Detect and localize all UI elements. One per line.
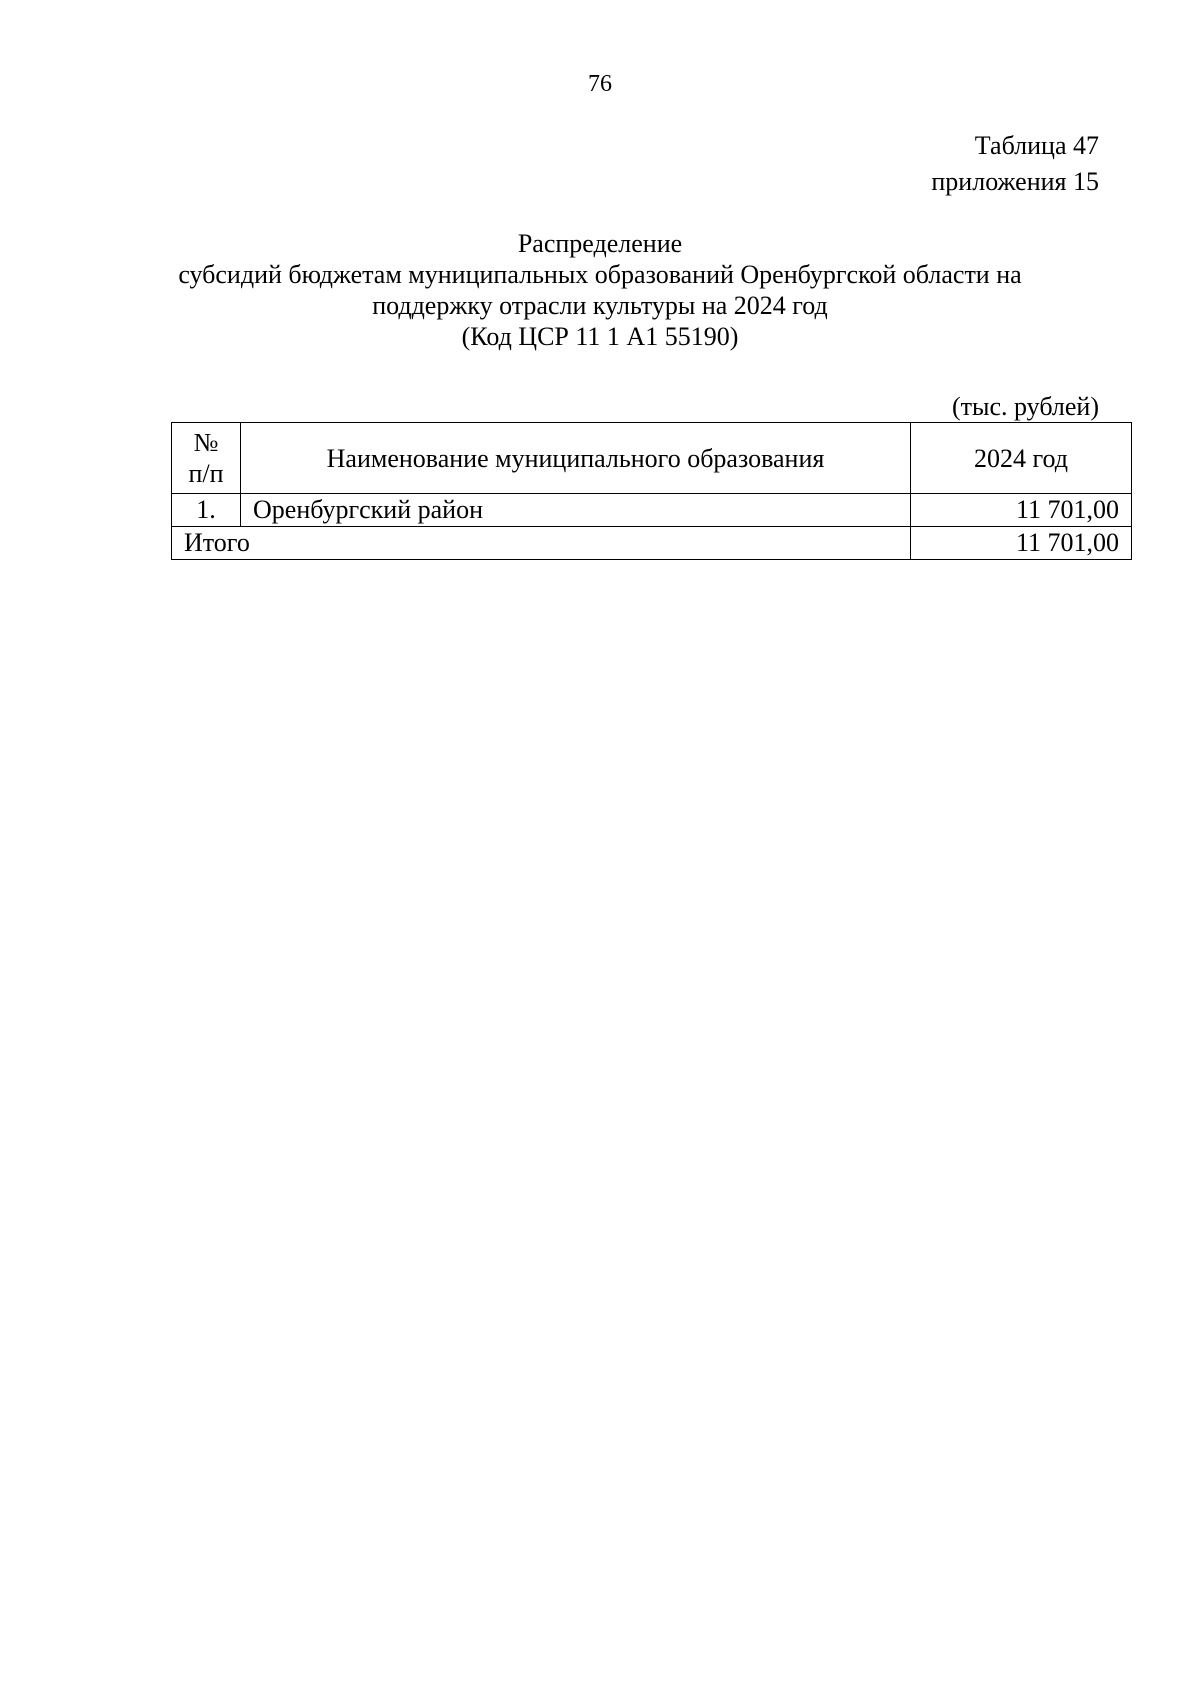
total-label: Итого [172, 527, 911, 560]
header-number [172, 423, 241, 494]
title-line-4: (Код ЦСР 11 1 А1 55190) [461, 322, 739, 351]
table-row [172, 494, 1132, 527]
document-title [0, 228, 1200, 352]
total-value: 11 701,00 [911, 527, 1132, 560]
row-value: 11 701,00 [911, 494, 1132, 527]
title-line-1: Распределение [517, 229, 683, 258]
title-line-2: субсидий бюджетам муниципальных образований Оренбургской области на [178, 260, 1022, 289]
table-header-row [172, 423, 1132, 494]
table-reference [931, 128, 1099, 200]
table-total-row [172, 527, 1132, 560]
title-line-3: поддержку отрасли культуры на 2024 год [372, 291, 828, 320]
table-reference-number: Таблица 47 [974, 131, 1099, 160]
subsidy-table [171, 422, 1132, 560]
header-number-abbr: п/п [188, 459, 224, 488]
units-label: (тыс. рублей) [951, 392, 1099, 421]
row-number: 1. [172, 494, 241, 527]
row-municipality-name: Оренбургский район [241, 494, 911, 527]
header-number-symbol: № [193, 428, 219, 457]
header-municipality-name: Наименование муниципального образования [241, 423, 911, 494]
page-number: 76 [588, 71, 612, 97]
header-year: 2024 год [911, 423, 1132, 494]
table-reference-appendix: приложения 15 [931, 167, 1099, 196]
